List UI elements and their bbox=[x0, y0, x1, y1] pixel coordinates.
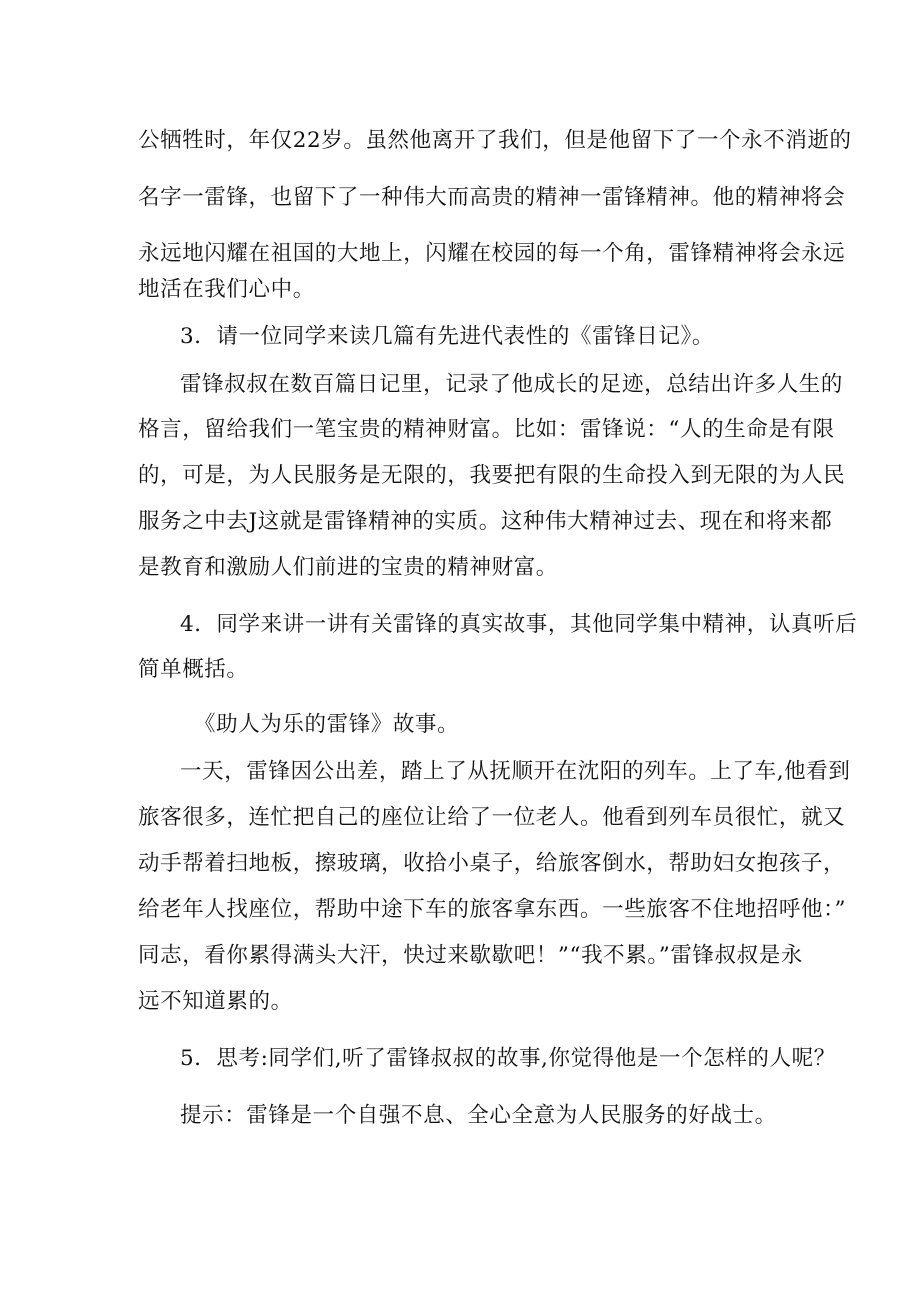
paragraph-line: 给老年人找座位，帮助中途下车的旅客拿东西。一些旅客不住地招呼他：” bbox=[138, 897, 847, 922]
paragraph-line: 雷锋叔叔在数百篇日记里，记录了他成长的足迹，总结出许多人生的 bbox=[180, 372, 844, 397]
paragraph-line: 同志，看你累得满头大汗，快过来歇歇吧！”“我不累。”雷锋叔叔是永 bbox=[138, 943, 803, 968]
paragraph-line: 一天，雷锋因公出差，踏上了从抚顺开在沈阳的列车。上了车,他看到 bbox=[180, 759, 851, 784]
paragraph-line: 简单概括。 bbox=[138, 657, 249, 682]
paragraph-line: 是教育和激励人们前进的宝贵的精神财富。 bbox=[138, 555, 558, 580]
story-title: 《助人为乐的雷锋》故事。 bbox=[194, 712, 460, 737]
paragraph-line: 公牺牲时，年仅22岁。虽然他离开了我们，但是他留下了一个永不消逝的 bbox=[138, 128, 852, 153]
paragraph-line: 旅客很多，连忙把自己的座位让给了一位老人。他看到列车员很忙，就又 bbox=[138, 805, 846, 830]
paragraph-line: 动手帮着扫地板，擦玻璃，收拾小桌子，给旅客倒水，帮助妇女抱孩子， bbox=[138, 851, 846, 876]
paragraph-line: 服务之中去J这就是雷锋精神的实质。这种伟大精神过去、现在和将来都 bbox=[138, 509, 833, 534]
paragraph-line: 永远地闪耀在祖国的大地上，闪耀在校园的每一个角，雷锋精神将会永远 bbox=[138, 241, 846, 266]
paragraph-line: 的，可是，为人民服务是无限的，我要把有限的生命投入到无限的为人民 bbox=[138, 463, 846, 488]
paragraph-line: 格言，留给我们一笔宝贵的精神财富。比如：雷锋说：“人的生命是有限 bbox=[138, 417, 835, 442]
list-item-3: 3．请一位同学来读几篇有先进代表性的《雷锋日记》。 bbox=[180, 324, 714, 349]
paragraph-line: 远不知道累的。 bbox=[138, 989, 293, 1014]
hint-line: 提示：雷锋是一个自强不息、全心全意为人民服务的好战士。 bbox=[180, 1103, 777, 1128]
list-item-5: 5．思考:同学们,听了雷锋叔叔的故事,你觉得他是一个怎样的人呢？ bbox=[180, 1046, 836, 1071]
paragraph-line: 名字一雷锋，也留下了一种伟大而高贵的精神一雷锋精神。他的精神将会 bbox=[138, 185, 846, 210]
list-item-4: 4．同学来讲一讲有关雷锋的真实故事，其他同学集中精神，认真听后 bbox=[180, 612, 858, 637]
paragraph-line: 地活在我们心中。 bbox=[138, 277, 315, 302]
